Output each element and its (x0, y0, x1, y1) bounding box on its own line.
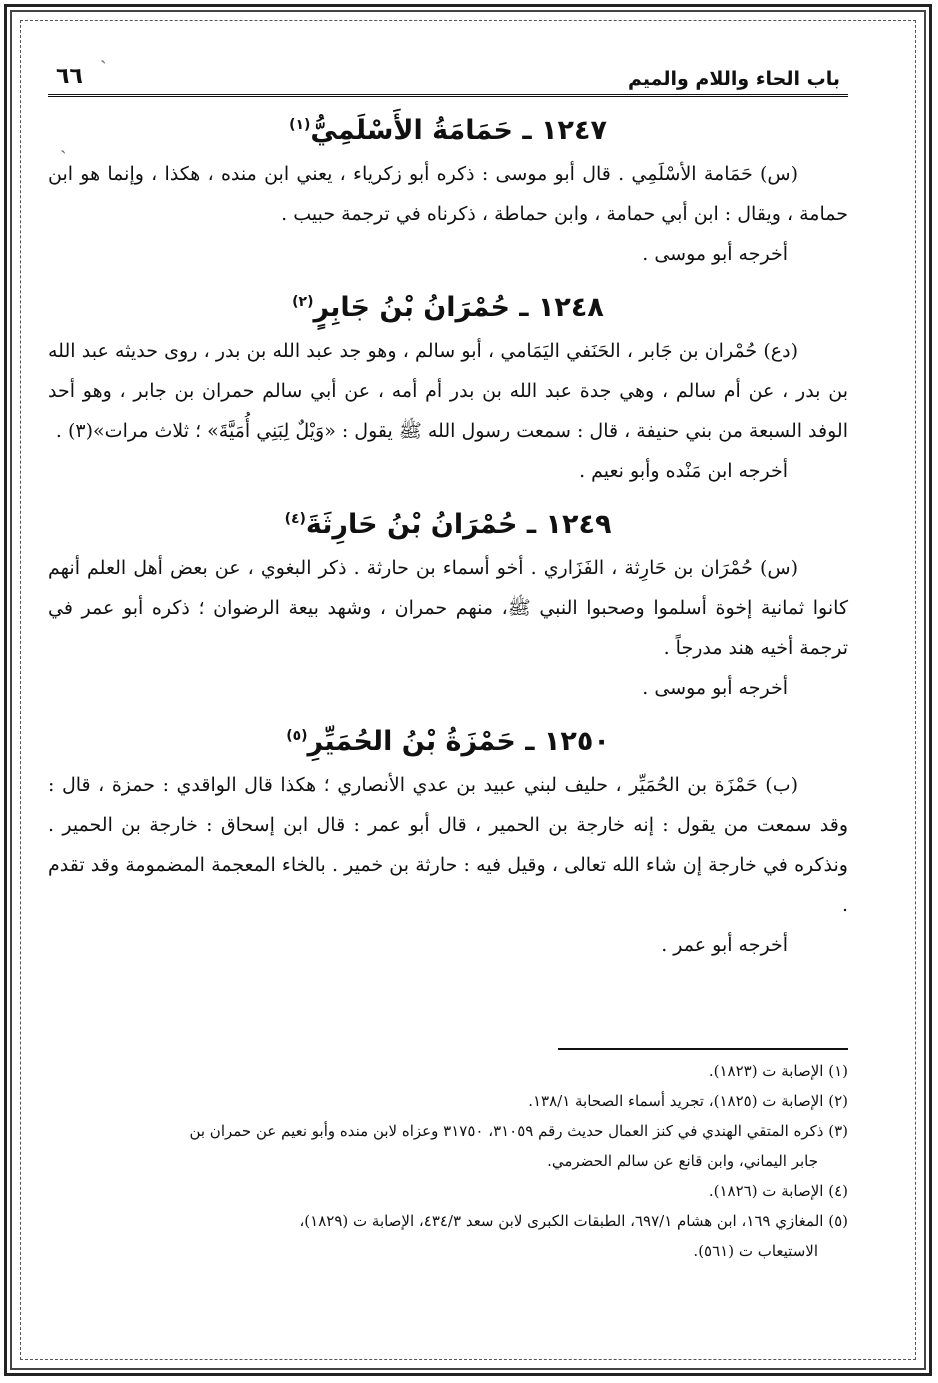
footnote-continuation: جابر اليماني، وابن قانع عن سالم الحضرمي. (547, 1152, 818, 1170)
footnote: (٤) الإصابة ت (١٨٢٦). (708, 1182, 848, 1200)
entry-1248 (48, 292, 848, 491)
running-title: باب الحاء واللام والميم (627, 68, 840, 90)
entry-paragraph: (س) حَمَامة الأسْلَمِي . قال أبو موسى : ذكره أبو زكرياء ، يعني ابن منده ، هكذا ، وإنما هو ابن حمامة ، ويقال : ابن أبي حمامة ، وابن حماطة ، ذكرناه في ترجمة حبيب . (48, 163, 848, 225)
entry-1250 (48, 726, 848, 965)
footnote: (٢) الإصابة ت (١٨٢٥)، تجريد أسماء الصحابة ١٣٨/١. (528, 1092, 848, 1110)
entry-source: أخرجه أبو موسى . (642, 677, 788, 699)
entry-paragraph: (دع) حُمْران بن جَابر ، الحَنَفي اليَمَامي ، أبو سالم ، وهو جد عبد الله بن بدر ، روى حديثه عبد الله بن بدر ، عن أم سالم ، وهي جدة عبد الله بن بدر أم أمه ، عن أبي سالم حمران بن جابر ، وهو أحد الوفد السبعة من بني حنيفة ، قال : سمعت رسول الله ﷺ يقول : «وَيْلٌ لِبَنِي أُمَيَّةَ» ؛ ثلاث مرات»(٣) . (48, 340, 848, 442)
footnote-rule (558, 1048, 848, 1050)
footnote: (٥) المغازي ١٦٩، ابن هشام ٦٩٧/١، الطبقات الكبرى لابن سعد ٤٣٤/٣، الإصابة ت (١٨٢٩)، (299, 1212, 848, 1230)
entry-title (48, 509, 848, 540)
page-header (48, 60, 848, 97)
entry-title-text: ١٢٤٩ ـ حُمْرَانُ بْنُ حَارِثَةَ (305, 509, 612, 540)
footnote-ref: (١) (289, 117, 311, 133)
entry-1247 (48, 115, 848, 274)
scan-speck: ˏ (100, 40, 107, 64)
footnote: (١) الإصابة ت (١٨٢٣). (708, 1062, 848, 1080)
entry-title-text: ١٢٤٧ ـ حَمَامَةُ الأَسْلَمِيُّ (310, 115, 607, 146)
footnote-continuation: الاستيعاب ت (٥٦١). (693, 1242, 818, 1260)
footnote-ref: (٥) (286, 728, 308, 744)
entry-source: أخرجه أبو عمر . (661, 934, 788, 956)
scan-speck: ˎ (60, 130, 67, 154)
page-number: ٦٦ (56, 64, 83, 89)
entry-paragraph: (ب) حَمْزَة بن الحُمَيِّر ، حليف لبني عبيد بن عدي الأنصاري ؛ هكذا قال الواقدي : حمزة ، قال : وقد سمعت من يقول : إنه خارجة بن الحمير ، قال أبو عمر : قال ابن إسحاق : خارجة بن الحمير . ونذكره في خارجة إن شاء الله تعالى ، وقيل فيه : حارثة بن خمير . بالخاء المعجمة المضمومة وقد تقدم . (48, 774, 848, 916)
footnotes (48, 1048, 848, 1266)
document-page (48, 60, 848, 1320)
footnote-ref: (٤) (284, 511, 306, 527)
entry-title-text: ١٢٥٠ ـ حَمْزَةُ بْنُ الحُمَيِّرِ (307, 726, 610, 757)
entry-title (48, 726, 848, 757)
entry-source: أخرجه أبو موسى . (642, 243, 788, 265)
entry-1249 (48, 509, 848, 708)
entry-title (48, 115, 848, 146)
entry-paragraph: (س) حُمْرَان بن حَارِثة ، الفَزَاري . أخو أسماء بن حارثة . ذكر البغوي ، عن بعض أهل العلم أنهم كانوا ثمانية إخوة أسلموا وصحبوا النبي ﷺ، منهم حمران ، وشهد بيعة الرضوان ؛ ذكره أبو عمر في ترجمة أخيه هند مدرجاً . (48, 557, 848, 659)
footnote-ref: (٢) (292, 294, 314, 310)
entry-title (48, 292, 848, 323)
footnote: (٣) ذكره المتقي الهندي في كنز العمال حديث رقم ٣١٠٥٩، ٣١٧٥٠ وعزاه لابن منده وأبو نعيم عن حمران بن (189, 1122, 848, 1140)
entry-source: أخرجه ابن مَنْده وأبو نعيم . (579, 460, 788, 482)
entry-title-text: ١٢٤٨ ـ حُمْرَانُ بْنُ جَابِرٍ (313, 292, 604, 323)
